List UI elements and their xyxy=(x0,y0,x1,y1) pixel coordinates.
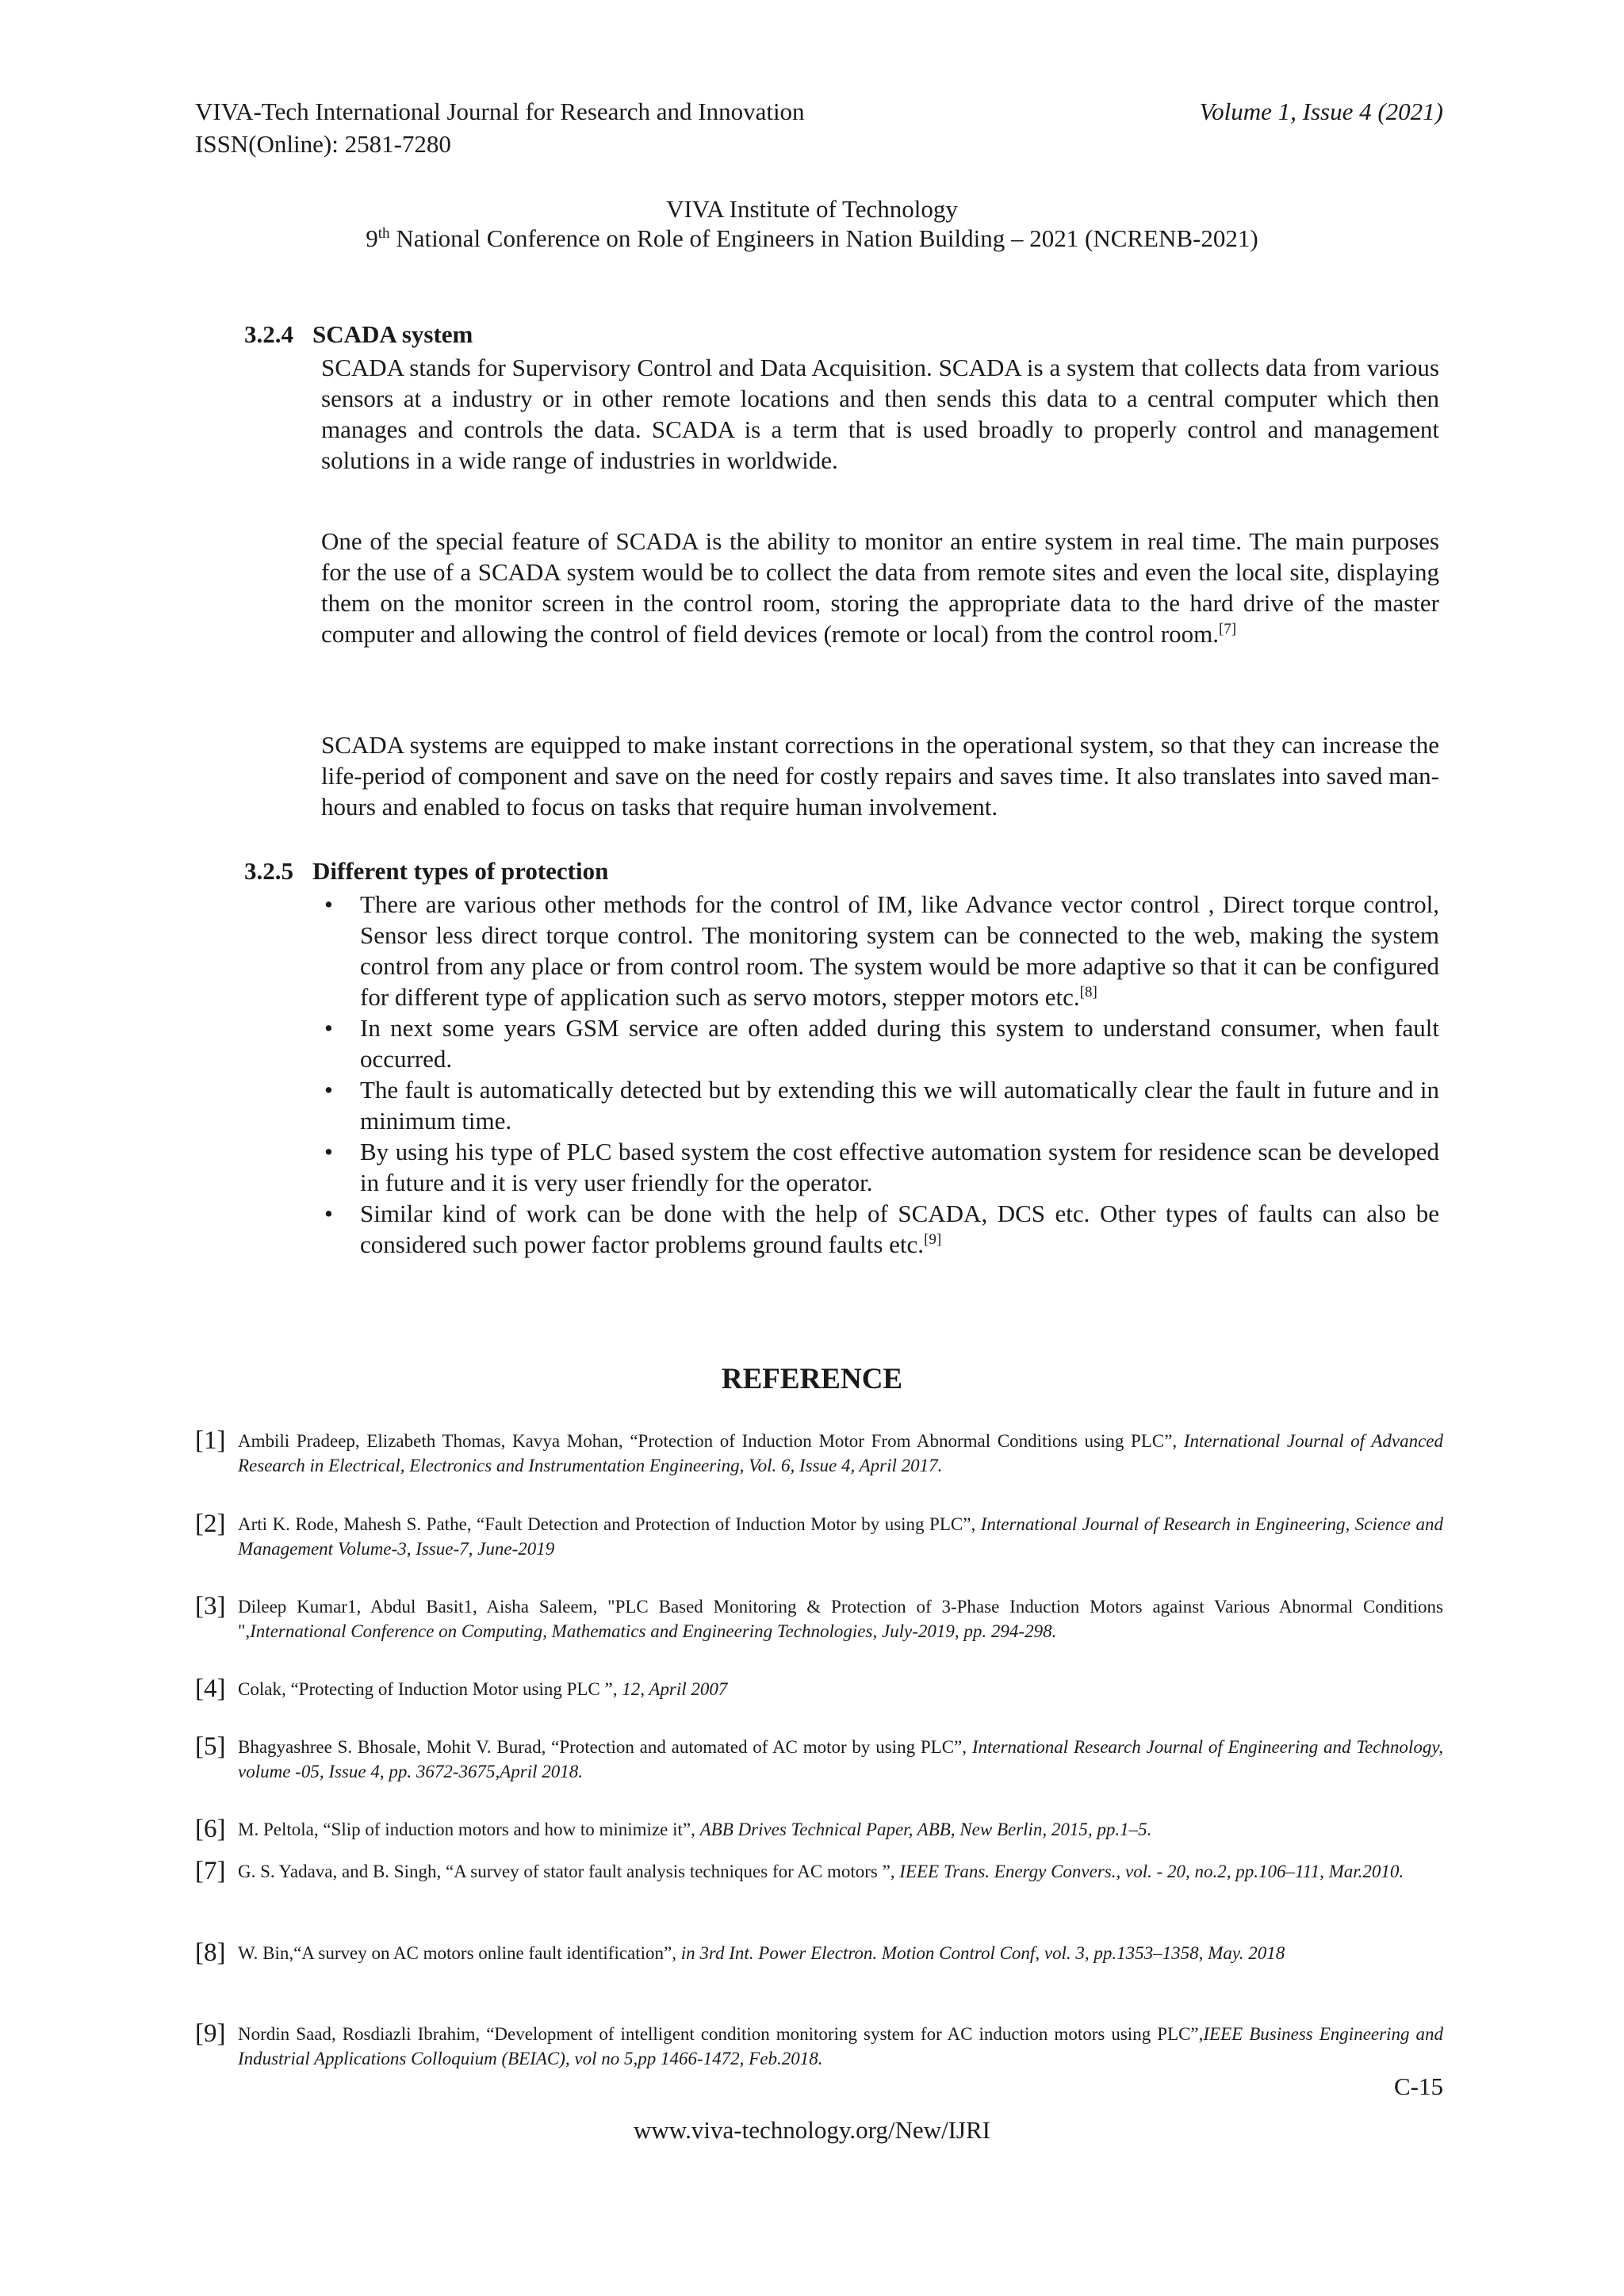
list-item xyxy=(321,1012,1439,1074)
reference-item xyxy=(195,1938,1443,1967)
reference-text: W. Bin,“A survey on AC motors online fault identification”, xyxy=(238,1943,681,1963)
section-heading-scada xyxy=(244,319,473,350)
reference-source: IEEE Trans. Energy Convers., vol. - 20, no.2, pp.106–111, Mar.2010. xyxy=(899,1862,1404,1881)
reference-number: [3] xyxy=(195,1592,226,1621)
bullet-icon: • xyxy=(324,1014,333,1042)
list-item-text: In next some years GSM service are often added during this system to understand consumer, when fault occurred. xyxy=(360,1014,1439,1073)
section-number: 3.2.5 xyxy=(244,857,293,885)
reference-text: Colak, “Protecting of Induction Motor using PLC ”, xyxy=(238,1679,622,1699)
protection-bullet-list xyxy=(321,889,1439,1260)
reference-text: Arti K. Rode, Mahesh S. Pathe, “Fault Detection and Protection of Induction Motor by using PLC”, xyxy=(238,1514,981,1534)
page-number: C-15 xyxy=(1394,2072,1443,2100)
bullet-icon: • xyxy=(324,1076,333,1104)
references-title: REFERENCE xyxy=(721,1363,903,1395)
reference-number: [8] xyxy=(195,1938,226,1967)
citation: [8] xyxy=(1079,984,1097,1001)
bullet-icon: • xyxy=(324,1138,333,1165)
reference-source: ABB Drives Technical Paper, ABB, New Berlin, 2015, pp.1–5. xyxy=(699,1820,1152,1839)
section-title: SCADA system xyxy=(312,320,473,348)
institute-name: VIVA Institute of Technology xyxy=(666,195,958,223)
section-title: Different types of protection xyxy=(312,857,609,885)
issn: ISSN(Online): 2581-7280 xyxy=(195,130,451,158)
reference-number: [7] xyxy=(195,1857,226,1885)
reference-source: International Conference on Computing, Mathematics and Engineering Technologies, July-2019, pp. 294-298. xyxy=(250,1621,1057,1641)
reference-item xyxy=(195,1512,1443,1561)
reference-number: [1] xyxy=(195,1426,226,1455)
reference-item xyxy=(195,1426,1443,1478)
footer-url: www.viva-technology.org/New/IJRI xyxy=(634,2116,990,2144)
reference-item xyxy=(195,1594,1443,1644)
reference-source: in 3rd Int. Power Electron. Motion Control Conf, vol. 3, pp.1353–1358, May. 2018 xyxy=(680,1943,1285,1963)
list-item xyxy=(321,1074,1439,1136)
journal-name: VIVA-Tech International Journal for Research and Innovation xyxy=(195,98,805,125)
reference-item xyxy=(195,1817,1443,1842)
section-heading-protection xyxy=(244,855,608,887)
reference-number: [2] xyxy=(195,1510,226,1538)
reference-text: Dileep Kumar1, Abdul Basit1, Aisha Saleem, "PLC Based Monitoring & Protection of 3-Phase Induction Motors against Various Abnormal Conditions ", xyxy=(238,1597,1443,1641)
reference-text: G. S. Yadava, and B. Singh, “A survey of stator fault analysis techniques for AC motors ”, xyxy=(238,1862,900,1881)
reference-text: Ambili Pradeep, Elizabeth Thomas, Kavya Mohan, “Protection of Induction Motor From Abnormal Conditions using PLC”, xyxy=(238,1431,1184,1451)
bullet-icon: • xyxy=(324,1200,333,1227)
conference-name xyxy=(0,224,1624,254)
reference-number: [4] xyxy=(195,1674,226,1703)
reference-source: 12, April 2007 xyxy=(622,1679,728,1699)
reference-source: International Journal of Advanced Research in Electrical, Electronics and Instrumentation Engineering, Vol. 6, Issue 4, April 2017. xyxy=(238,1431,1443,1475)
list-item xyxy=(321,1136,1439,1198)
list-item-text: There are various other methods for the control of IM, like Advance vector control , Direct torque control, Sensor less direct torque control. The monitoring system can be connected to the web, making the system control from any place or from control room. The system would be more adaptive so that it can be configured for different type of application such as servo motors, stepper motors etc. xyxy=(360,890,1439,1011)
reference-source: IEEE Business Engineering and Industrial Applications Colloquium (BEIAC), vol no 5,pp 1466-1472, Feb.2018. xyxy=(238,2024,1443,2068)
scada-paragraph-2 xyxy=(321,526,1439,649)
reference-text: Bhagyashree S. Bhosale, Mohit V. Burad, “Protection and automated of AC motor by using PLC”, xyxy=(238,1737,972,1757)
reference-text: Nordin Saad, Rosdiazli Ibrahim, “Development of intelligent condition monitoring system for AC induction motors using PLC”, xyxy=(238,2024,1204,2044)
scada-paragraph-3: SCADA systems are equipped to make instant corrections in the operational system, so that they can increase the life-period of component and save on the need for costly repairs and saves time. It also translates into saved man-hours and enabled to focus on tasks that require human involvement. xyxy=(321,731,1439,821)
citation: [9] xyxy=(924,1231,942,1248)
conference-ordinal: th xyxy=(377,225,390,242)
list-item xyxy=(321,889,1439,1012)
scada-paragraph-2-text: One of the special feature of SCADA is the ability to monitor an entire system in real time. The main purposes for the use of a SCADA system would be to collect the data from remote sites and even the local site, displaying them on the monitor screen in the control room, storing the appropriate data to the hard drive of the master computer and allowing the control of field devices (remote or local) from the control room. xyxy=(321,527,1439,648)
conference-number: 9 xyxy=(366,224,378,252)
reference-source: International Journal of Research in Engineering, Science and Management Volume-3, Issue-7, June-2019 xyxy=(238,1514,1443,1559)
reference-number: [5] xyxy=(195,1732,226,1761)
reference-source: International Research Journal of Engineering and Technology, volume -05, Issue 4, pp. 3672-3675,April 2018. xyxy=(238,1737,1444,1781)
list-item-text: The fault is automatically detected but by extending this we will automatically clear the fault in future and in minimum time. xyxy=(360,1076,1439,1135)
reference-item xyxy=(195,1859,1443,1884)
scada-paragraph-1: SCADA stands for Supervisory Control and Data Acquisition. SCADA is a system that collects data from various sensors at a industry or in other remote locations and then sends this data to a central computer which then manages and controls the data. SCADA is a term that is used broadly to properly control and management solutions in a wide range of industries in worldwide. xyxy=(321,354,1439,474)
citation: [7] xyxy=(1218,621,1237,637)
section-number: 3.2.4 xyxy=(244,320,293,348)
reference-number: [6] xyxy=(195,1815,226,1843)
reference-number: [9] xyxy=(195,2019,226,2048)
reference-item xyxy=(195,1674,1443,1703)
volume-issue: Volume 1, Issue 4 (2021) xyxy=(1199,98,1443,125)
reference-text: M. Peltola, “Slip of induction motors and how to minimize it”, xyxy=(238,1820,700,1839)
reference-item xyxy=(195,2019,1443,2071)
list-item xyxy=(321,1198,1439,1260)
reference-item xyxy=(195,1732,1444,1784)
conference-title: National Conference on Role of Engineers in Nation Building – 2021 (NCRENB-2021) xyxy=(389,224,1258,252)
list-item-text: By using his type of PLC based system the cost effective automation system for residence scan be developed in future and it is very user friendly for the operator. xyxy=(360,1138,1439,1196)
bullet-icon: • xyxy=(324,890,333,918)
list-item-text: Similar kind of work can be done with the help of SCADA, DCS etc. Other types of faults can also be considered such power factor problems ground faults etc. xyxy=(360,1200,1439,1258)
